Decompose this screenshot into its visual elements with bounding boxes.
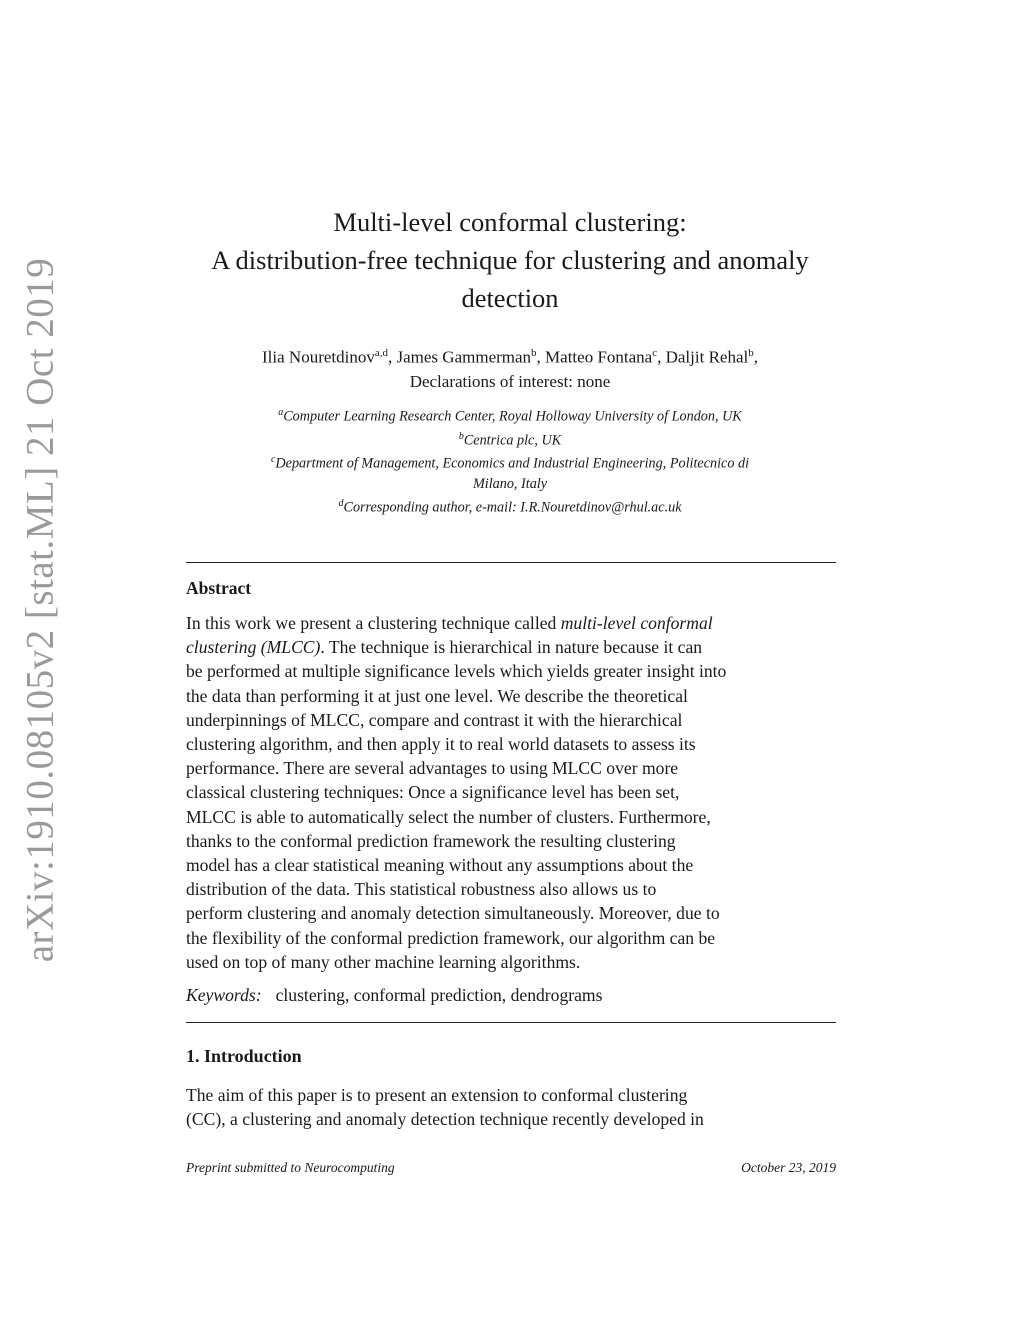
affiliation-text: Corresponding author, e-mail: I.R.Nouretdinov@rhul.ac.uk <box>343 499 682 516</box>
abstract-line <box>186 611 836 635</box>
abstract-line: MLCC is able to automatically select the number of clusters. Furthermore, <box>186 806 711 827</box>
author-list <box>150 341 870 394</box>
abstract-line: perform clustering and anomaly detection simultaneously. Moreover, due to <box>186 903 720 924</box>
abstract-line: performance. There are several advantages to using MLCC over more <box>186 758 679 779</box>
affiliation-mark: d <box>338 498 344 510</box>
introduction-body <box>186 1083 836 1131</box>
abstract-text: . The technique is hierarchical in nature because it can <box>320 637 703 658</box>
abstract-line: model has a clear statistical meaning without any assumptions about the <box>186 855 694 876</box>
affiliation-line <box>195 494 825 518</box>
keywords <box>186 985 602 1006</box>
author-name: Ilia Nouretdinov <box>262 347 375 367</box>
abstract-body <box>186 611 836 974</box>
paper-title <box>180 203 840 317</box>
author-affil-mark: b <box>748 347 754 359</box>
abstract-line: used on top of many other machine learning algorithms. <box>186 951 581 972</box>
abstract-line: the flexibility of the conformal prediction framework, our algorithm can be <box>186 927 716 948</box>
declarations-of-interest: Declarations of interest: none <box>409 371 611 391</box>
abstract-text: In this work we present a clustering technique called <box>186 613 561 633</box>
affiliation-mark: b <box>458 430 464 442</box>
affiliations <box>195 403 825 518</box>
keywords-text: clustering, conformal prediction, dendrograms <box>275 985 603 1005</box>
author-name: Daljit Rehal <box>665 347 749 367</box>
title-line: detection <box>461 283 559 313</box>
abstract-heading: Abstract <box>186 578 252 598</box>
introduction-heading: 1. Introduction <box>186 1046 302 1066</box>
arxiv-identifier-stamp: arXiv:1910.08105v2 [stat.ML] 21 Oct 2019 <box>18 257 62 963</box>
abstract-emphasis: clustering (MLCC) <box>186 637 321 658</box>
affiliation-text: Milano, Italy <box>472 476 548 493</box>
abstract-bottom-rule <box>186 1022 836 1023</box>
abstract-line: underpinnings of MLCC, compare and contrast it with the hierarchical <box>186 709 683 730</box>
page-footer <box>186 1160 836 1176</box>
introduction-line: The aim of this paper is to present an extension to conformal clustering <box>186 1085 688 1105</box>
abstract-emphasis: multi-level conformal <box>560 613 713 633</box>
abstract-line: distribution of the data. This statistical robustness also allows us to <box>186 879 657 900</box>
author-affil-mark: c <box>652 347 658 359</box>
author-name: Matteo Fontana <box>545 347 653 367</box>
abstract-line: thanks to the conformal prediction framework the resulting clustering <box>186 830 676 851</box>
keywords-label: Keywords: <box>186 985 262 1005</box>
abstract-line: the data than performing it at just one level. We describe the theoretical <box>186 685 688 706</box>
introduction-line: (CC), a clustering and anomaly detection technique recently developed in <box>186 1109 704 1130</box>
affiliation-text: Department of Management, Economics and Industrial Engineering, Politecnico di <box>275 456 750 473</box>
affiliation-text: Centrica plc, UK <box>463 432 562 449</box>
abstract-line: be performed at multiple significance levels which yields greater insight into <box>186 661 727 682</box>
affiliation-mark: a <box>278 407 284 418</box>
abstract-top-rule <box>186 562 836 563</box>
author-affil-mark: b <box>531 347 537 359</box>
title-line: A distribution-free technique for clustering and anomaly <box>211 245 809 275</box>
affiliation-line <box>195 474 825 494</box>
affiliation-line <box>195 403 825 427</box>
author-affil-mark: a,d <box>374 347 388 359</box>
affiliation-line <box>195 450 825 474</box>
affiliation-line <box>195 427 825 451</box>
affiliation-text: Computer Learning Research Center, Royal Holloway University of London, UK <box>283 408 742 425</box>
abstract-line: clustering algorithm, and then apply it to real world datasets to assess its <box>186 734 696 755</box>
abstract-line <box>186 635 836 659</box>
author-name: James Gammerman <box>396 347 532 367</box>
author-names: Ilia Nouretdinov$^{a,d}$, James Gammerman$^b$, Matteo Fontana$^c$, Daljit Rehal$^b$, <box>262 347 758 367</box>
footer-submission-note: Preprint submitted to Neurocomputing <box>186 1160 395 1175</box>
footer-date: October 23, 2019 <box>741 1160 836 1175</box>
abstract-line: classical clustering techniques: Once a significance level has been set, <box>186 782 680 803</box>
affiliation-mark: c <box>270 454 276 466</box>
title-line: Multi-level conformal clustering: <box>333 207 687 237</box>
